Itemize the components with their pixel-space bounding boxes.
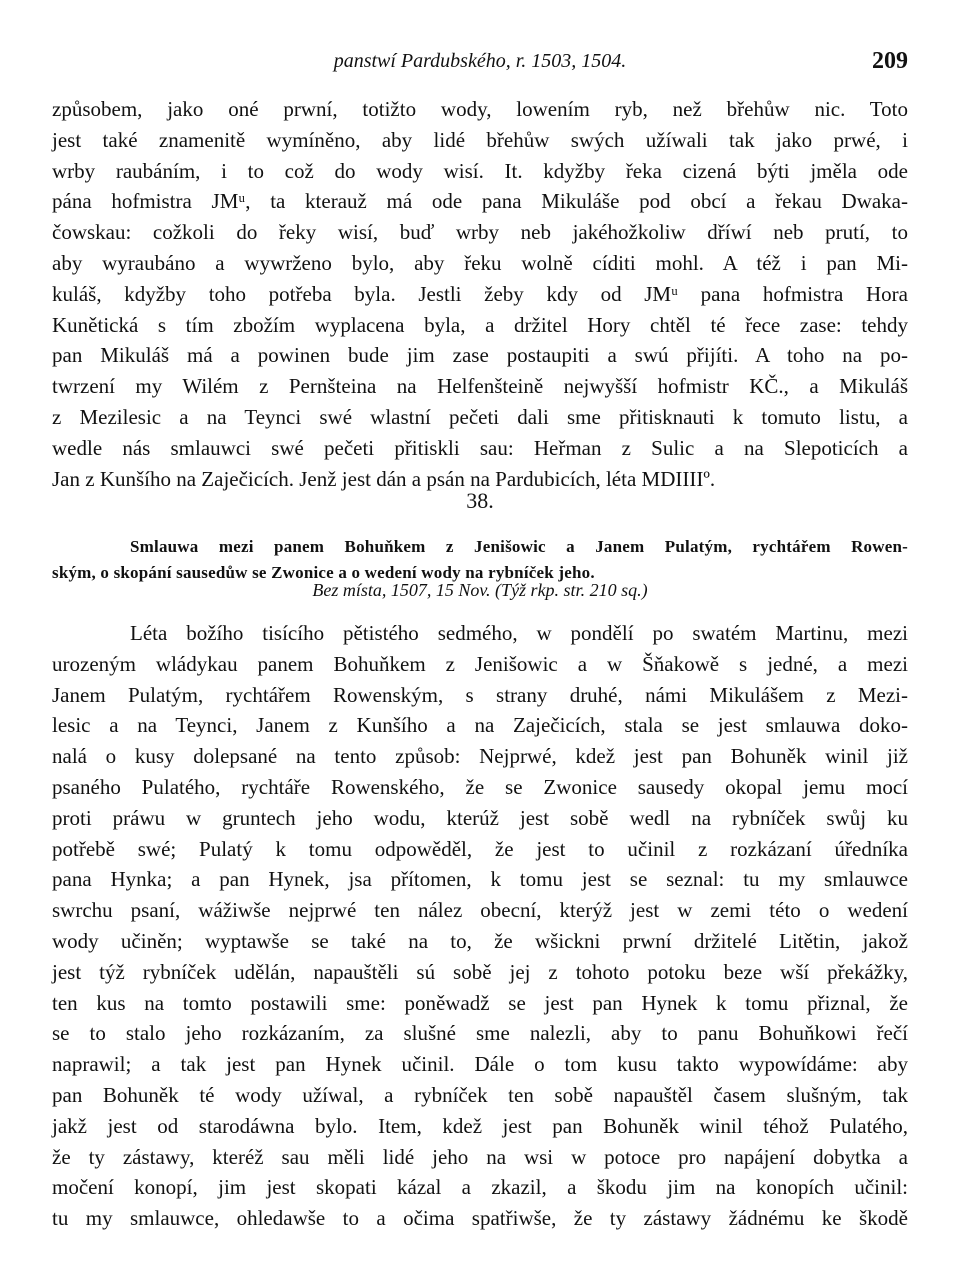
- text-line: pan Bohuněk té wody užíwal, a rybníček ten sobě napauštěl časem slušným, tak: [52, 1082, 908, 1107]
- text-line: jest také znamenitě wymíněno, aby lidé břehůw swých užíwali tak jako prwé, i: [52, 127, 908, 152]
- text-line: Janem Pulatým, rychtářem Rowenským, s strany druhé, námi Mikulášem z Mezi-: [52, 682, 908, 707]
- document-title-line: ským, o skopání sausedůw se Zwonice a o wedení wody na rybníček jeho.: [52, 563, 595, 582]
- text-line: wrby raubáním, i to což do wody wisí. It. kdyžby řeka cizená býti jměla ode: [52, 158, 908, 183]
- text-line: psaného Pulatého, rychtáře Rowenského, že se Zwonice sausedy okopal jemu mocí: [52, 774, 908, 799]
- text-line: potřebě swé; Pulatý k tomu odpowěděl, že jest to učinil z rozkázaní úředníka: [52, 836, 908, 861]
- text-line: Léta božího tisícího pětistého sedmého, w pondělí po swatém Martinu, mezi: [130, 621, 908, 645]
- text-line: twrzení my Wilém z Pernšteina na Helfenšteině nejwyšší hofmistr KČ., a Mikuláš: [52, 374, 908, 399]
- text-line: jakž jest od starodáwna bylo. Item, kdež jest pan Bohuněk winil téhož Pulatého,: [52, 1113, 908, 1138]
- document-source: Bez místa, 1507, 15 Nov. (Týž rkp. str. 210 sq.): [312, 580, 648, 600]
- text-line: pana Hynka; a pan Hynek, jsa přítomen, k tomu jest se seznal: tu my smlauwce: [52, 867, 908, 892]
- text-line: nalá o kusy dolepsané na tento způsob: Nejprwé, kdež jest pan Bohuněk winil již: [52, 744, 908, 769]
- text-line: že ty zástawy, kteréž sau měli lidé jeho na wsi w potoce pro napájení dobytka a: [52, 1144, 908, 1169]
- text-line: wody učiněn; wyptawše se také na to, že wšickni prwní držitelé Litětin, jakož: [52, 928, 908, 953]
- paragraph-continued: [52, 94, 908, 494]
- running-head: [52, 50, 908, 80]
- text-line: močení konopí, jim jest skopati kázal a zkazil, a škodu jim na konopích učinil:: [52, 1175, 908, 1200]
- text-line: ten kus na tomto postawili sme: poněwadž se jest pan Hynek k tomu přiznal, že: [52, 990, 908, 1015]
- text-line: jest týž rybníček udělán, napauštěli sú sobě jej z tohoto potoku beze wší překážky,: [52, 959, 908, 984]
- text-line: proti práwu w gruntech jeho wodu, kterúž jest sobě wedl na rybníček swůj ku: [52, 805, 908, 830]
- text-line: Kunětická s tím zbožím wyplacena byla, a držitel Hory chtěl té řece zase: tehdy: [52, 312, 908, 337]
- text-line: urozeným wládykau panem Bohuňkem z Jenišowic a w Šňakowě s jedné, a mezi: [52, 651, 908, 676]
- text-line: z Mezilesic a na Teynci swé wlastní pečeti dali sme přitisknauti k tomuto listu, a: [52, 404, 908, 429]
- running-title: panstwí Pardubského, r. 1503, 1504.: [333, 50, 627, 72]
- text-line: kuláš, kdyžby toho potřeba byla. Jestli žeby kdy od JMᵘ pana hofmistra Hora: [52, 281, 908, 306]
- text-line: naprawil; a tak jest pan Hynek učinil. Dále o tom kusu takto wypowídáme: aby: [52, 1052, 908, 1077]
- text-line: se to stalo jeho rozkázaním, za slušné sme nalezli, aby to panu Bohuňkowi řečí: [52, 1021, 908, 1046]
- document-number: 38.: [466, 488, 494, 513]
- text-line: lesic a na Teynci, Janem z Kunšího a na Zaječicích, stala se jest smlauwa doko-: [52, 713, 908, 738]
- text-line: způsobem, jako oné prwní, totižto wody, lowením ryb, než břehůw nic. Toto: [52, 97, 908, 121]
- text-line: Jan z Kunšího na Zaječicích. Jenž jest dán a psán na Pardubicích, léta MDIIIIº.: [52, 466, 716, 491]
- text-line: wedle nás smlauwci swé pečeti přitiskli sau: Heřman z Sulic a na Slepoticích a: [52, 435, 908, 460]
- text-line: pána hofmistra JMᵘ, ta kterauž má ode pana Mikuláše pod obcí a řekau Dwaka-: [52, 189, 908, 214]
- document-title: [52, 534, 908, 586]
- paragraph-main: [52, 618, 908, 1234]
- text-line: swrchu psaní, wážiwše nejprwé ten nález obecní, kterýž jest w zemi této o wedení: [52, 898, 908, 923]
- text-line: čowskau: cožkoli do řeky wisí, buď wrby neb jakéhožkoliw dříwí neb prutí, to: [52, 220, 908, 245]
- text-line: aby wyraubáno a wywrženo bylo, aby řeku wolně cíditi mohl. A též i pan Mi-: [52, 250, 908, 275]
- document-title-line: Smlauwa mezi panem Bohuňkem z Jenišowic a Janem Pulatým, rychtářem Rowen-: [130, 537, 908, 556]
- text-line: tu my smlauwce, ohledawše to a očima spatřiwše, že ty zástawy žádnému ke škodě: [52, 1206, 908, 1231]
- text-line: pan Mikuláš má a powinen bude jim zase postaupiti a swú přijíti. A toho na po-: [52, 343, 908, 368]
- page-number: 209: [872, 48, 908, 74]
